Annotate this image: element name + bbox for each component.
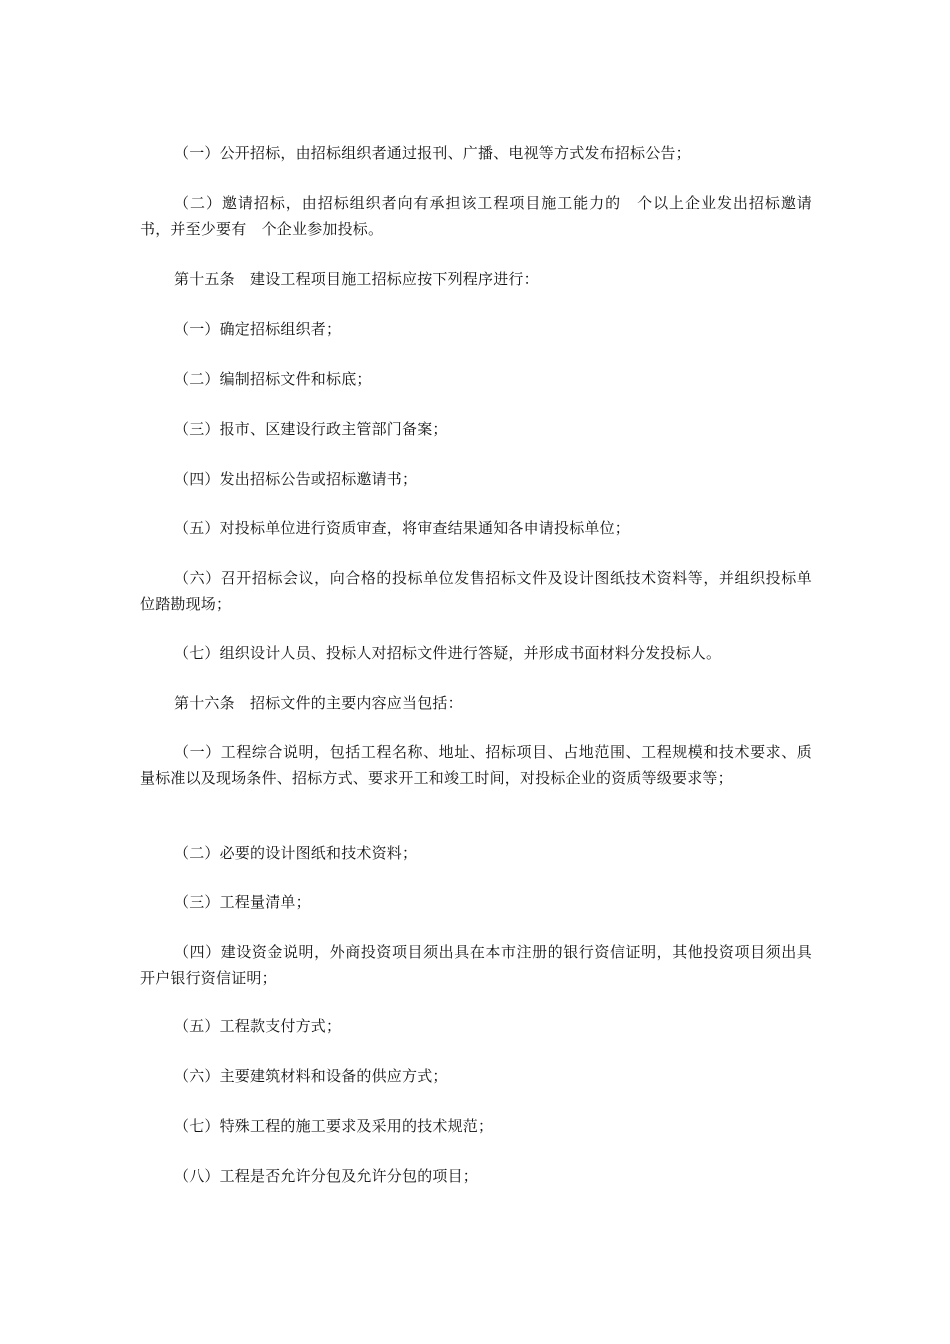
paragraph-14: （三）工程量清单； <box>174 893 311 911</box>
paragraph-7: （四）发出招标公告或招标邀请书； <box>174 470 418 488</box>
paragraph-15: （四）建设资金说明，外商投资项目须出具在本市注册的银行资信证明，其他投资项目须出具开户银行资信证明； <box>140 943 812 987</box>
paragraph-16: （五）工程款支付方式； <box>174 1017 342 1035</box>
paragraph-10: （七）组织设计人员、投标人对招标文件进行答疑，并形成书面材料分发投标人。 <box>174 644 722 662</box>
paragraph-6: （三）报市、区建设行政主管部门备案； <box>174 420 448 438</box>
paragraph-19: （八）工程是否允许分包及允许分包的项目； <box>174 1167 479 1185</box>
paragraph-4: （一）确定招标组织者； <box>174 320 342 338</box>
paragraph-8: （五）对投标单位进行资质审查，将审查结果通知各申请投标单位； <box>174 519 631 537</box>
paragraph-13: （二）必要的设计图纸和技术资料； <box>174 844 418 862</box>
paragraph-1: （一）公开招标，由招标组织者通过报刊、广播、电视等方式发布招标公告； <box>174 144 691 162</box>
paragraph-9: （六）召开招标会议，向合格的投标单位发售招标文件及设计图纸技术资料等，并组织投标单位踏勘现场； <box>140 569 812 613</box>
article-15-heading: 第十五条 建设工程项目施工招标应按下列程序进行： <box>174 270 539 288</box>
article-16-heading: 第十六条 招标文件的主要内容应当包括： <box>174 694 463 712</box>
paragraph-5: （二）编制招标文件和标底； <box>174 370 372 388</box>
paragraph-18: （七）特殊工程的施工要求及采用的技术规范； <box>174 1117 494 1135</box>
paragraph-12: （一）工程综合说明，包括工程名称、地址、招标项目、占地范围、工程规模和技术要求、质量标准以及现场条件、招标方式、要求开工和竣工时间，对投标企业的资质等级要求等； <box>140 743 812 787</box>
paragraph-17: （六）主要建筑材料和设备的供应方式； <box>174 1067 448 1085</box>
paragraph-2: （二）邀请招标，由招标组织者向有承担该工程项目施工能力的 个以上企业发出招标邀请书，并至少要有 个企业参加投标。 <box>140 194 812 238</box>
